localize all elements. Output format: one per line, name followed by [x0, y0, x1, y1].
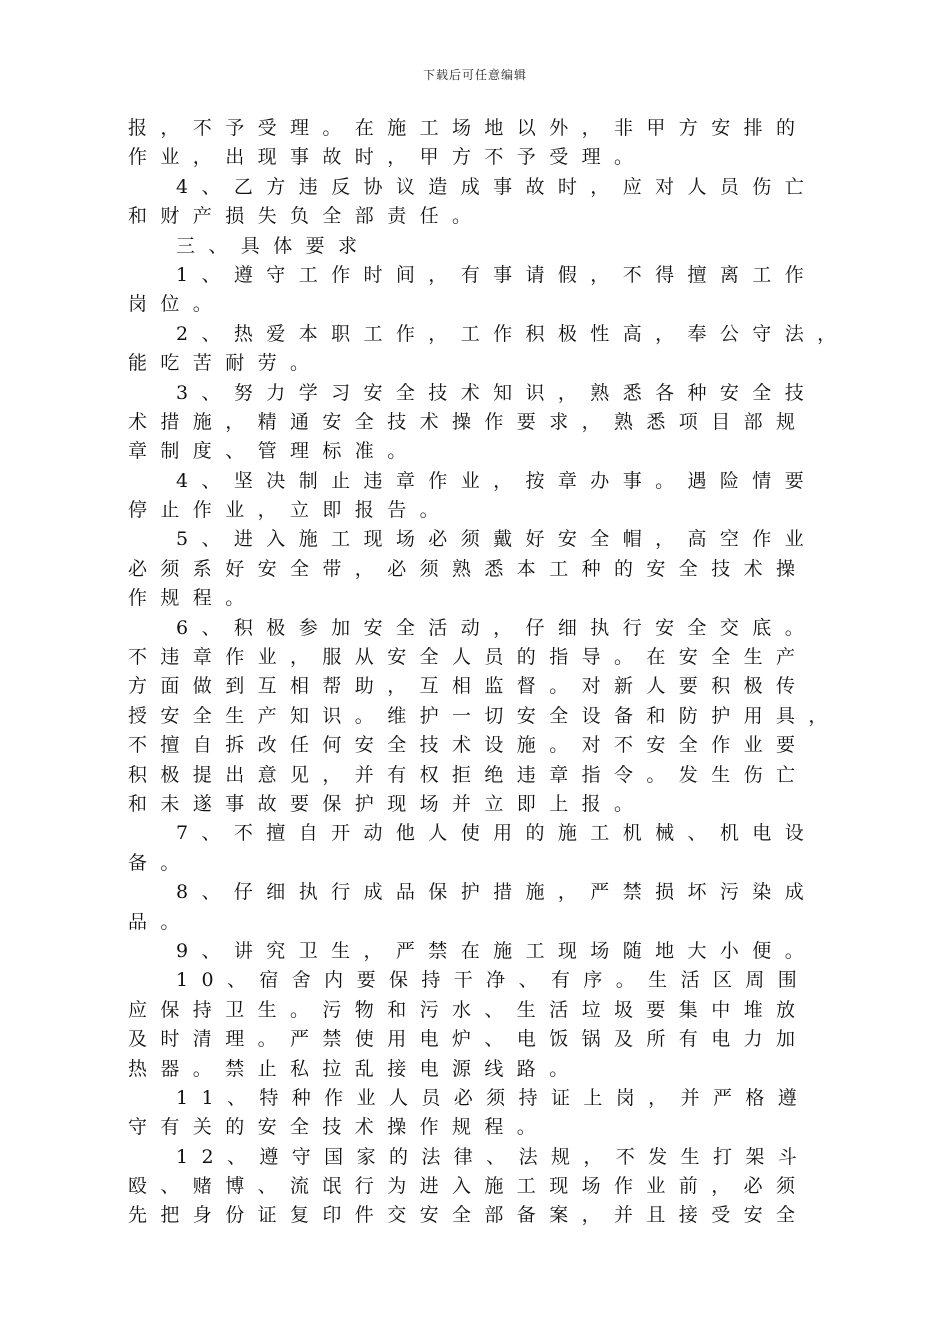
text-line: 及时清理。严禁使用电炉、电饭锅及所有电力加: [128, 1028, 809, 1051]
text-line: 8、仔细执行成品保护措施，严禁损坏污染成: [176, 881, 818, 904]
text-line: 三、具体要求: [176, 234, 371, 257]
text-line: 6、积极参加安全活动，仔细执行安全交底。: [176, 616, 818, 639]
text-line: 12、遵守国家的法律、法规，不发生打架斗: [176, 1145, 811, 1168]
text-line: 2、热爱本职工作，工作积极性高，奉公守法，: [176, 322, 850, 345]
text-line: 守有关的安全技术操作规程。: [128, 1116, 550, 1139]
text-line: 3、努力学习安全技术知识，熟悉各种安全技: [176, 381, 818, 404]
text-line: 先把身份证复印件交安全部备案，并且接受安全: [128, 1204, 809, 1227]
text-line: 品。: [128, 910, 193, 933]
text-line: 和财产损失负全部责任。: [128, 205, 485, 228]
text-line: 报，不予受理。在施工场地以外，非甲方安排的: [128, 117, 809, 139]
text-line: 不违章作业，服从安全人员的指导。在安全生产: [128, 646, 809, 669]
page-header: 下载后可任意编辑: [422, 68, 527, 82]
text-line: 积极提出意见，并有权拒绝违章指令。发生伤亡: [128, 763, 809, 786]
document-body: [128, 114, 848, 1231]
text-line: 岗位。: [128, 293, 226, 316]
text-line: 能吃苦耐劳。: [128, 352, 323, 375]
text-line: 方面做到互相帮助，互相监督。对新人要积极传: [128, 675, 809, 698]
text-line: 4、坚决制止违章作业，按章办事。遇险情要: [176, 469, 818, 492]
text-line: 不擅自拆改任何安全技术设施。对不安全作业要: [128, 734, 809, 757]
text-line: 作业，出现事故时，甲方不予受理。: [128, 146, 647, 169]
text-line: 5、进入施工现场必须戴好安全帽，高空作业: [176, 528, 818, 551]
text-line: 10、宿舍内要保持干净、有序。生活区周围: [176, 969, 811, 992]
text-line: 停止作业，立即报告。: [128, 499, 453, 522]
text-line: 热器。禁止私拉乱接电源线路。: [128, 1057, 582, 1080]
text-line: 1、遵守工作时间，有事请假，不得擅离工作: [176, 263, 818, 286]
text-line: 授安全生产知识。维护一切安全设备和防护用具，: [128, 704, 841, 727]
text-line: 应保持卫生。污物和污水、生活垃圾要集中堆放: [128, 998, 809, 1021]
text-line: 7、不擅自开动他人使用的施工机械、机电设: [176, 822, 818, 845]
text-line: 章制度、管理标准。: [128, 440, 420, 463]
text-line: 和未遂事故要保护现场并立即上报。: [128, 792, 647, 815]
text-line: 术措施，精通安全技术操作要求，熟悉项目部规: [128, 410, 809, 433]
text-line: 9、讲究卫生，严禁在施工现场随地大小便。: [176, 939, 818, 962]
text-line: 殴、赌博、流氓行为进入施工现场作业前，必须: [128, 1175, 809, 1198]
text-line: 备。: [128, 851, 193, 874]
text-line: 作规程。: [128, 587, 258, 610]
text-line: 4、乙方违反协议造成事故时，应对人员伤亡: [176, 175, 818, 198]
text-line: 11、特种作业人员必须持证上岗，并严格遵: [176, 1086, 811, 1109]
text-line: 必须系好安全带，必须熟悉本工种的安全技术操: [128, 557, 809, 580]
